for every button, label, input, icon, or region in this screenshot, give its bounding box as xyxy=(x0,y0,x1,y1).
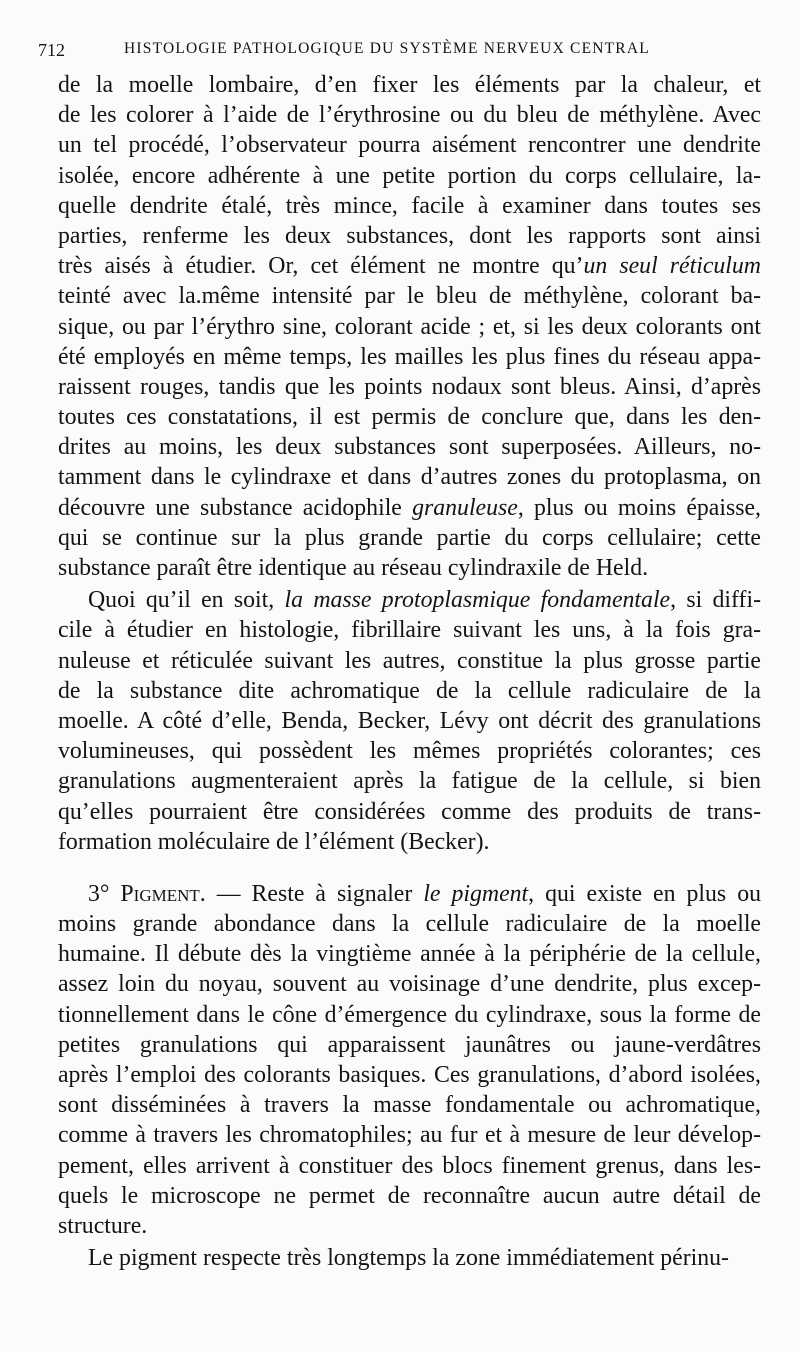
text-line xyxy=(58,1060,761,1090)
text-line xyxy=(58,1120,761,1150)
text-line xyxy=(58,615,761,645)
text-segment: assez loin du noyau, souvent au voisinage d’une dendrite, plus excep- xyxy=(58,971,761,998)
paragraph xyxy=(58,585,761,857)
text-line xyxy=(58,969,761,999)
text-segment: teinté avec la.même intensité par le bleu de méthylène, colorant ba- xyxy=(58,283,761,310)
italic-text: le pigment xyxy=(423,880,529,907)
text-segment: moelle. A côté d’elle, Benda, Becker, Lévy ont décrit des granulations xyxy=(58,707,761,734)
text-line xyxy=(58,585,761,615)
text-line xyxy=(58,1090,761,1120)
text-segment: tionnellement dans le cône d’émergence du cylindraxe, sous la forme de xyxy=(58,1001,761,1028)
text-segment: découvre une substance acidophile xyxy=(58,494,413,521)
text-segment: tamment dans le cylindraxe et dans d’autres zones du protoplasma, on xyxy=(58,464,761,491)
text-segment: Quoi qu’il en soit, xyxy=(88,587,285,614)
text-line xyxy=(58,1211,761,1241)
text-segment: quels le microscope ne permet de reconnaître aucun autre détail de xyxy=(58,1182,761,1209)
text-segment: , plus ou moins épaisse, xyxy=(517,494,761,521)
text-segment: petites granulations qui apparaissent jaunâtres ou jaune-verdâtres xyxy=(58,1031,761,1058)
text-segment: comme à travers les chromatophiles; au fur et à mesure de leur dévelop- xyxy=(58,1122,761,1149)
text-segment: sont disséminées à travers la masse fondamentale ou achromatique, xyxy=(58,1092,761,1119)
text-line xyxy=(58,100,761,130)
text-line xyxy=(58,553,761,583)
text-segment: de la substance dite achromatique de la cellule radiculaire de la xyxy=(58,677,761,704)
text-segment: cile à étudier en histologie, fibrillaire suivant les uns, à la fois gra- xyxy=(58,617,761,644)
italic-text: la masse protoplasmique fondamentale xyxy=(284,587,671,614)
text-line xyxy=(58,462,761,492)
text-line xyxy=(58,879,761,909)
text-segment: qui se continue sur la plus grande partie du corps cellulaire; cette xyxy=(58,524,761,551)
text-segment: granulations augmenteraient après la fatigue de la cellule, si bien xyxy=(58,768,761,795)
text-line xyxy=(58,909,761,939)
paragraph xyxy=(58,1243,761,1273)
text-line xyxy=(58,766,761,796)
text-segment: été employés en même temps, les mailles les plus fines du réseau appa- xyxy=(58,343,761,370)
text-line xyxy=(58,706,761,736)
text-line xyxy=(58,523,761,553)
text-segment: pement, elles arrivent à constituer des blocs finement grenus, dans les- xyxy=(58,1152,761,1179)
text-segment: parties, renferme les deux substances, dont les rapports sont ainsi xyxy=(58,222,761,249)
text-segment: humaine. Il débute dès la vingtième année à la périphérie de la cellule, xyxy=(58,941,761,968)
text-line xyxy=(58,1243,761,1273)
italic-text: un seul réticulum xyxy=(583,253,761,280)
text-segment: un tel procédé, l’observateur pourra aisément rencontrer une dendrite xyxy=(58,132,761,159)
paragraph xyxy=(58,70,761,583)
text-segment: très aisés à étudier. Or, cet élément ne montre qu’ xyxy=(58,253,584,280)
text-line xyxy=(58,797,761,827)
text-line xyxy=(58,432,761,462)
text-line xyxy=(58,402,761,432)
text-segment: isolée, encore adhérente à une petite portion du corps cellulaire, la- xyxy=(58,162,761,189)
text-segment: , si diffi- xyxy=(670,587,761,614)
page-number: 712 xyxy=(38,40,65,60)
text-segment: de les colorer à l’aide de l’érythrosine ou du bleu de méthylène. Avec xyxy=(58,102,761,129)
text-segment: . — Reste à signaler xyxy=(199,880,424,907)
text-segment: sique, ou par l’érythro sine, colorant acide ; et, si les deux colorants ont xyxy=(58,313,761,340)
text-line xyxy=(58,251,761,281)
text-segment: Le pigment respecte très longtemps la zone immédiatement périnu- xyxy=(88,1245,729,1272)
text-segment: moins grande abondance dans la cellule radiculaire de la moelle xyxy=(58,911,761,938)
text-segment: raissent rouges, tandis que les points nodaux sont bleus. Ainsi, d’après xyxy=(58,373,761,400)
text-line xyxy=(58,736,761,766)
text-segment: de la moelle lombaire, d’en fixer les éléments par la chaleur, et xyxy=(58,72,761,98)
paragraph xyxy=(58,879,761,1241)
text-segment: substance paraît être identique au réseau cylindraxile de Held. xyxy=(58,555,649,581)
text-line xyxy=(58,939,761,969)
text-line xyxy=(58,342,761,372)
text-line xyxy=(58,1181,761,1211)
text-line xyxy=(58,130,761,160)
text-segment: volumineuses, qui possèdent les mêmes propriétés colorantes; ces xyxy=(58,738,761,765)
italic-text: granuleuse xyxy=(412,494,518,521)
text-segment: formation moléculaire de l’élément (Becker). xyxy=(58,828,490,855)
text-line xyxy=(58,676,761,706)
text-line xyxy=(58,372,761,402)
text-line xyxy=(58,70,761,100)
text-line xyxy=(58,1000,761,1030)
text-line xyxy=(58,312,761,342)
text-segment: structure. xyxy=(58,1212,148,1239)
text-line xyxy=(58,161,761,191)
running-head: HISTOLOGIE PATHOLOGIQUE DU SYSTÈME NERVEUX CENTRAL xyxy=(124,40,650,57)
page-header xyxy=(38,36,738,60)
text-segment: quelle dendrite étalé, très mince, facile à examiner dans toutes ses xyxy=(58,192,761,219)
text-line xyxy=(58,493,761,523)
text-segment: qu’elles pourraient être considérées comme des produits de trans- xyxy=(58,798,761,825)
text-line xyxy=(58,281,761,311)
text-segment: , qui existe en plus ou xyxy=(528,880,761,907)
text-line xyxy=(58,646,761,676)
text-line xyxy=(58,221,761,251)
text-line xyxy=(58,1151,761,1181)
body-text xyxy=(58,70,761,1273)
text-line xyxy=(58,827,761,857)
section-title: Pigment xyxy=(120,880,200,907)
text-segment: drites au moins, les deux substances sont superposées. Ailleurs, no- xyxy=(58,434,761,461)
text-line xyxy=(58,1030,761,1060)
text-segment: nuleuse et réticulée suivant les autres, constitue la plus grosse partie xyxy=(58,647,761,674)
text-segment: 3° xyxy=(88,880,121,907)
text-segment: toutes ces constatations, il est permis de conclure que, dans les den- xyxy=(58,404,761,431)
text-segment: après l’emploi des colorants basiques. Ces granulations, d’abord isolées, xyxy=(58,1062,761,1088)
text-line xyxy=(58,191,761,221)
